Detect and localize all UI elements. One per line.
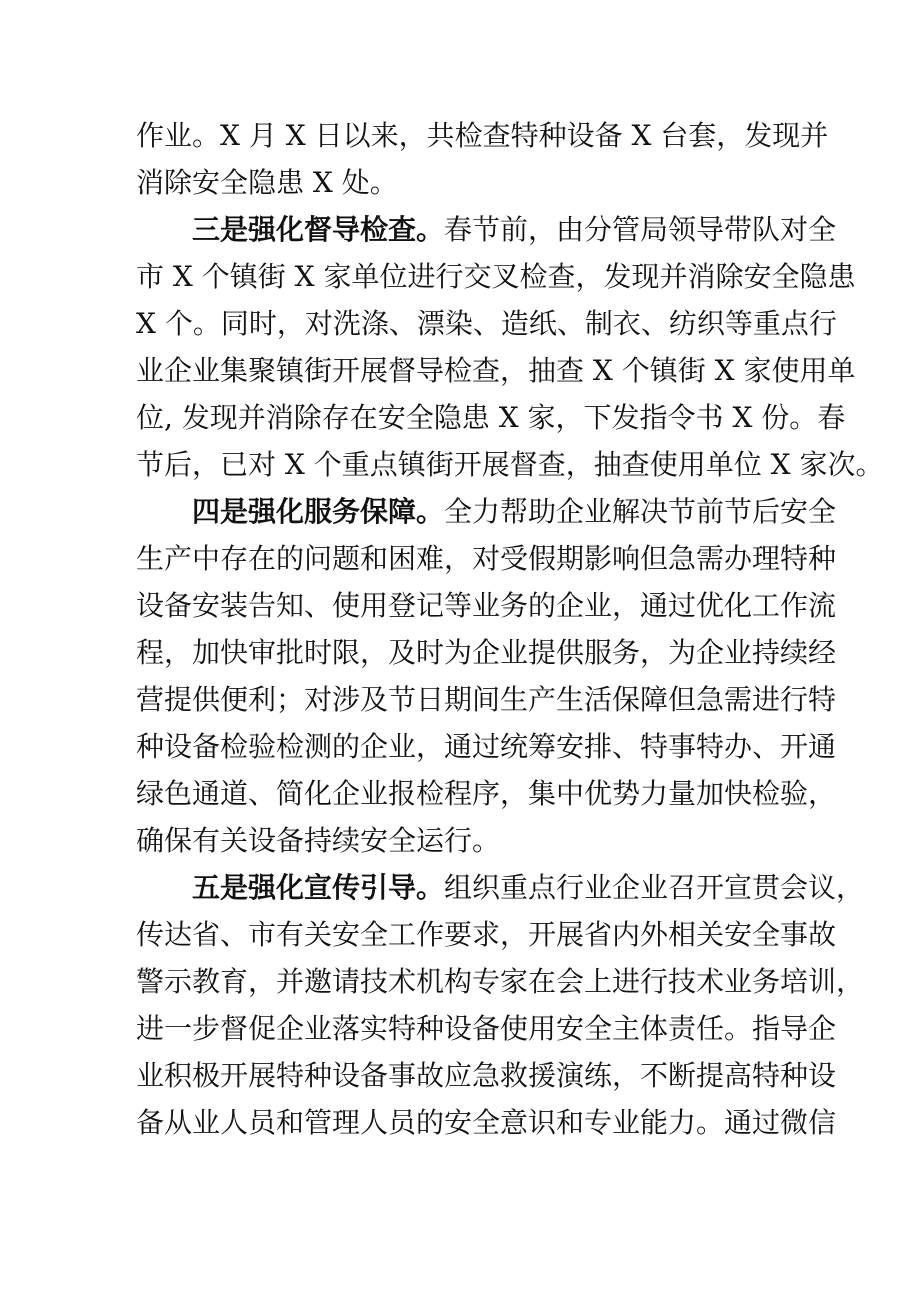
text-line: [136, 257, 856, 297]
line-text: 节后，已对 X 个重点镇街开展督查，抽查使用单位 X 家次。: [136, 448, 884, 481]
line-text: 业积极开展特种设备事故应急救援演练，不断提高特种设: [136, 1059, 837, 1092]
line-text: 传达省、市有关安全工作要求，开展省内外相关安全事故: [136, 918, 837, 951]
paragraph-heading: 三是强化督导检查。: [192, 213, 445, 246]
text-line: [136, 774, 837, 814]
paragraph-start-line: [192, 492, 837, 532]
text-line: [136, 1056, 837, 1096]
line-text: 业企业集聚镇街开展督导检查，抽查 X 个镇街 X 家使用单: [136, 354, 856, 387]
line-text: 绿色通道、简化企业报检程序，集中优势力量加快检验，: [136, 777, 837, 810]
line-text: 警示教育，并邀请技术机构专家在会上进行技术业务培训，: [136, 965, 865, 998]
text-line: [136, 962, 865, 1002]
line-text: 消除安全隐患 X 处。: [136, 166, 398, 199]
text-line: [136, 915, 837, 955]
paragraph-heading: 五是强化宣传引导。: [192, 871, 445, 904]
text-line: [136, 727, 837, 767]
text-line: [136, 304, 837, 344]
text-line: [136, 586, 837, 626]
line-text: 设备安装告知、使用登记等业务的企业，通过优化工作流: [136, 589, 837, 622]
line-text: 备从业人员和管理人员的安全意识和专业能力。通过微信: [136, 1106, 837, 1139]
line-text: 春节前，由分管局领导带队对全: [444, 213, 837, 246]
text-line: [136, 821, 796, 861]
line-text: 营提供便利；对涉及节日期间生产生活保障但急需进行特: [136, 683, 837, 716]
text-line: [136, 351, 856, 391]
paragraph-heading: 四是强化服务保障。: [192, 495, 445, 528]
line-text: 作业。X 月 X 日以来，共检查特种设备 X 台套，发现并: [136, 119, 829, 152]
text-line: [136, 1103, 837, 1143]
text-line: [136, 633, 837, 673]
line-text: 进一步督促企业落实特种设备使用安全主体责任。指导企: [136, 1012, 837, 1045]
text-line: [136, 163, 796, 203]
line-text: 市 X 个镇街 X 家单位进行交叉检查，发现并消除安全隐患: [136, 260, 856, 293]
line-text: 位, 发现并消除存在安全隐患 X 家，下发指令书 X 份。春: [136, 401, 846, 434]
text-line: [136, 445, 884, 485]
line-text: 种设备检验检测的企业，通过统筹安排、特事特办、开通: [136, 730, 837, 763]
line-text: 组织重点行业企业召开宣贯会议，: [444, 871, 865, 904]
line-text: 确保有关设备持续安全运行。: [136, 824, 501, 857]
text-line: [136, 398, 846, 438]
line-text: 程，加快审批时限，及时为企业提供服务，为企业持续经: [136, 636, 837, 669]
text-line: [136, 116, 829, 156]
text-line: [136, 680, 837, 720]
text-line: [136, 539, 837, 579]
line-text: 全力帮助企业解决节前节后安全: [444, 495, 837, 528]
paragraph-start-line: [192, 210, 837, 250]
line-text: 生产中存在的问题和困难，对受假期影响但急需办理特种: [136, 542, 837, 575]
paragraph-start-line: [192, 868, 865, 908]
line-text: X 个。同时，对洗涤、漂染、造纸、制衣、纺织等重点行: [136, 307, 837, 340]
text-line: [136, 1009, 837, 1049]
